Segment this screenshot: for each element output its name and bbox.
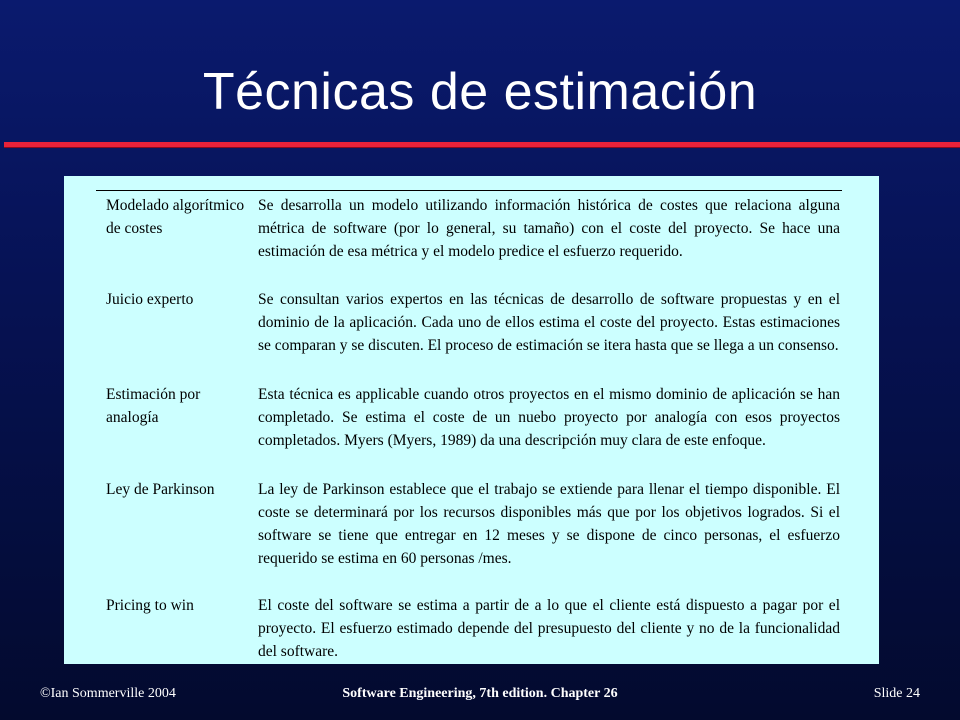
technique-description: Esta técnica es applicable cuando otros proyectos en el mismo dominio de aplicación se han completado. Se estima el coste de un nuebo proyecto por analogía con esos proyectos completados. Myers (Myers, 1989) da una descripción muy clara de este enfoque. [258,386,840,449]
technique-name: Juicio experto [106,291,194,308]
estimation-techniques-table [64,176,879,664]
technique-name: Estimación por analogía [106,386,201,426]
footer-copyright: ©Ian Sommerville 2004 [40,686,176,701]
technique-description: El coste del software se estima a partir de a lo que el cliente está dispuesto a pagar por el proyecto. El esfuerzo estimado depende del presupuesto del cliente y no de la funcionalidad del software. [258,597,840,660]
technique-name: Pricing to win [106,597,194,614]
technique-description: La ley de Parkinson establece que el trabajo se extiende para llenar el tiempo disponible. El coste se determinará por los recursos disponibles más que por los objetivos logrados. Si el software se tiene que entregar en 12 meses y se dispone de cinco personas, el esfuerzo requerido se estima en 60 personas /mes. [258,481,840,567]
footer-slide-number: Slide 24 [873,686,920,701]
table-top-rule [96,190,842,191]
technique-description: Se desarrolla un modelo utilizando información histórica de costes que relaciona alguna métrica de software (por lo general, su tamaño) con el coste del proyecto. Se hace una estimación de esa métrica y el modelo predice el esfuerzo requerido. [258,197,840,260]
title-divider [4,142,960,147]
footer-book-title: Software Engineering, 7th edition. Chapter 26 [342,686,618,701]
technique-name: Modelado algorítmico de costes [106,197,245,237]
slide-title: Técnicas de estimación [202,63,758,121]
technique-name: Ley de Parkinson [106,481,215,498]
technique-description: Se consultan varios expertos en las técnicas de desarrollo de software propuestas y en el dominio de la aplicación. Cada uno de ellos estima el coste del proyecto. Estas estimaciones se comparan y se discuten. El proceso de estimación se itera hasta que se llega a un consenso. [258,291,840,354]
